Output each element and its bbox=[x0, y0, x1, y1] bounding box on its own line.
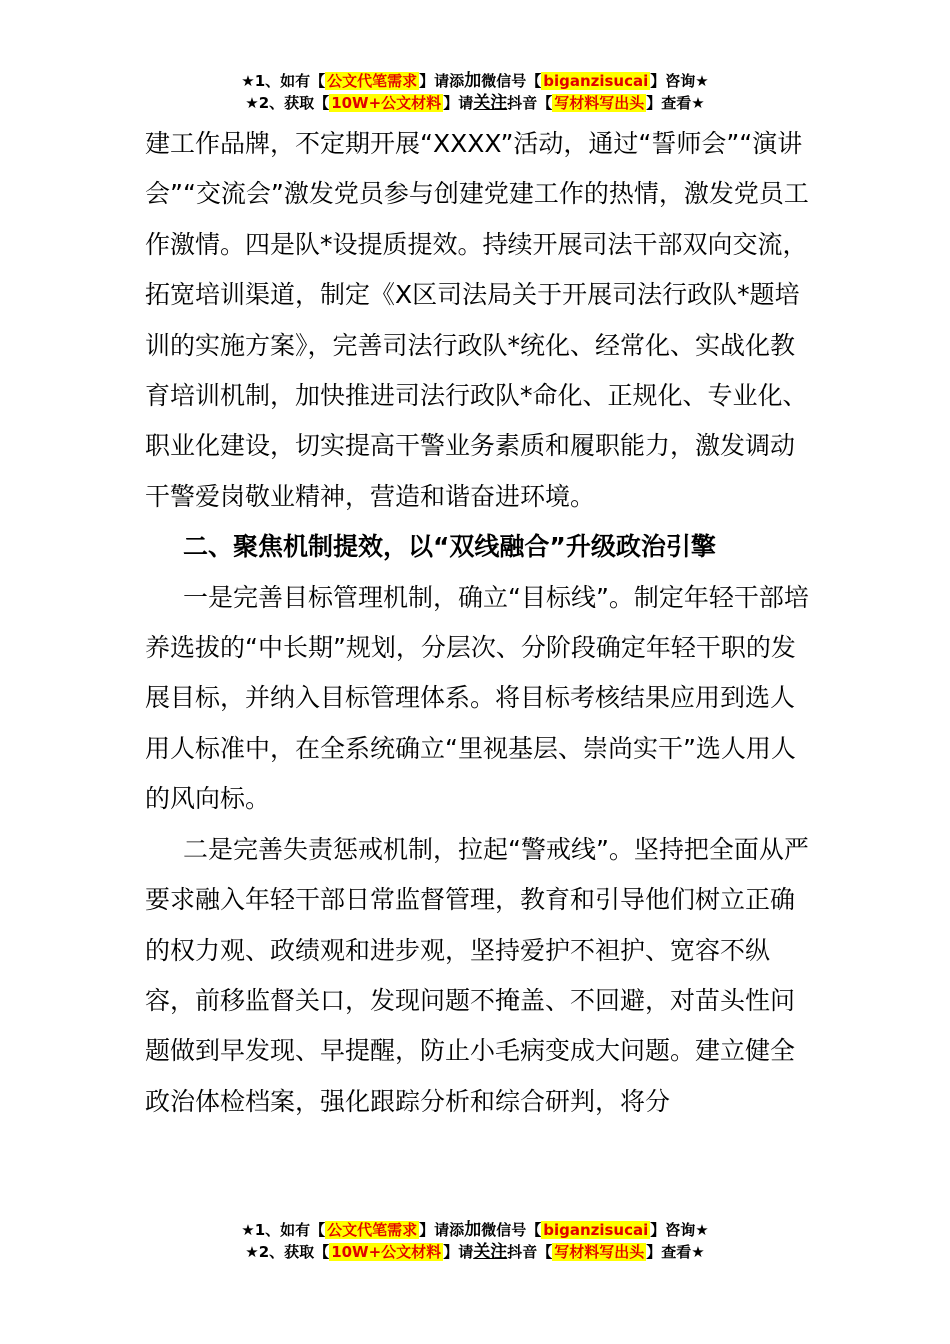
highlight-douyin: 写材料写出头 bbox=[554, 1243, 645, 1261]
highlight-service: 公文代笔需求 bbox=[327, 72, 418, 90]
paragraph-3: 二是完善失责惩戒机制，拉起“警戒线”。坚持把全面从严要求融入年轻干部日常监督管理，教育和引导他们树立正确的权力观、政绩观和进步观，坚持爱护不袒护、宽容不纵容，前移监督关口，发现问题不掩盖、不回避，对苗头性问题做到早发现、早提醒，防止小毛病变成大问题。建立健全政治体检档案，强化跟踪分析和综合研判，将分 bbox=[145, 834, 809, 1116]
highlight-wechat-id: biganzisucai bbox=[543, 1221, 649, 1239]
promo-banner-bottom bbox=[0, 1219, 950, 1263]
highlight-douyin: 写材料写出头 bbox=[554, 94, 645, 112]
promo-line-2: ★2、获取【 10W+公文材料 】请关注抖音【 写材料写出头 】查看★ bbox=[245, 93, 705, 113]
promo-line-2: ★2、获取【 10W+公文材料 】请关注抖音【 写材料写出头 】查看★ bbox=[245, 1242, 705, 1262]
promo-line-1: ★1、如有【 公文代笔需求 】请添加微信号【 biganzisucai 】咨询★ bbox=[241, 71, 709, 91]
highlight-service: 公文代笔需求 bbox=[327, 1221, 418, 1239]
highlight-materials: 10W+公文材料 bbox=[331, 94, 442, 112]
document-body bbox=[145, 119, 810, 1127]
highlight-materials: 10W+公文材料 bbox=[331, 1243, 442, 1261]
paragraph-2: 一是完善目标管理机制，确立“目标线”。制定年轻干部培养选拔的“中长期”规划，分层次、分阶段确定年轻干职的发展目标，并纳入目标管理体系。将目标考核结果应用到选人用人标准中，在全系统确立“里视基层、崇尚实干”选人用人的风向标。 bbox=[145, 582, 809, 814]
section-heading: 二、聚焦机制提效，以“双线融合”升级政治引擎 bbox=[183, 532, 716, 562]
promo-banner-top bbox=[0, 70, 950, 114]
promo-line-1: ★1、如有【 公文代笔需求 】请添加微信号【 biganzisucai 】咨询★ bbox=[241, 1220, 709, 1240]
highlight-wechat-id: biganzisucai bbox=[543, 72, 649, 90]
paragraph-1: 建工作品牌，不定期开展“XXXX”活动，通过“誓师会”“演讲会”“交流会”激发党员参与创建党建工作的热情，激发党员工作激情。四是队*设提质提效。持续开展司法干部双向交流，拓宽培训渠道，制定《X区司法局关于开展司法行政队*题培训的实施方案》，完善司法行政队*统化、经常化、实战化教育培训机制，加快推进司法行政队*命化、正规化、专业化、职业化建设，切实提高干警业务素质和履职能力，激发调动干警爱岗敬业精神，营造和谐奋进环境。 bbox=[145, 129, 809, 511]
